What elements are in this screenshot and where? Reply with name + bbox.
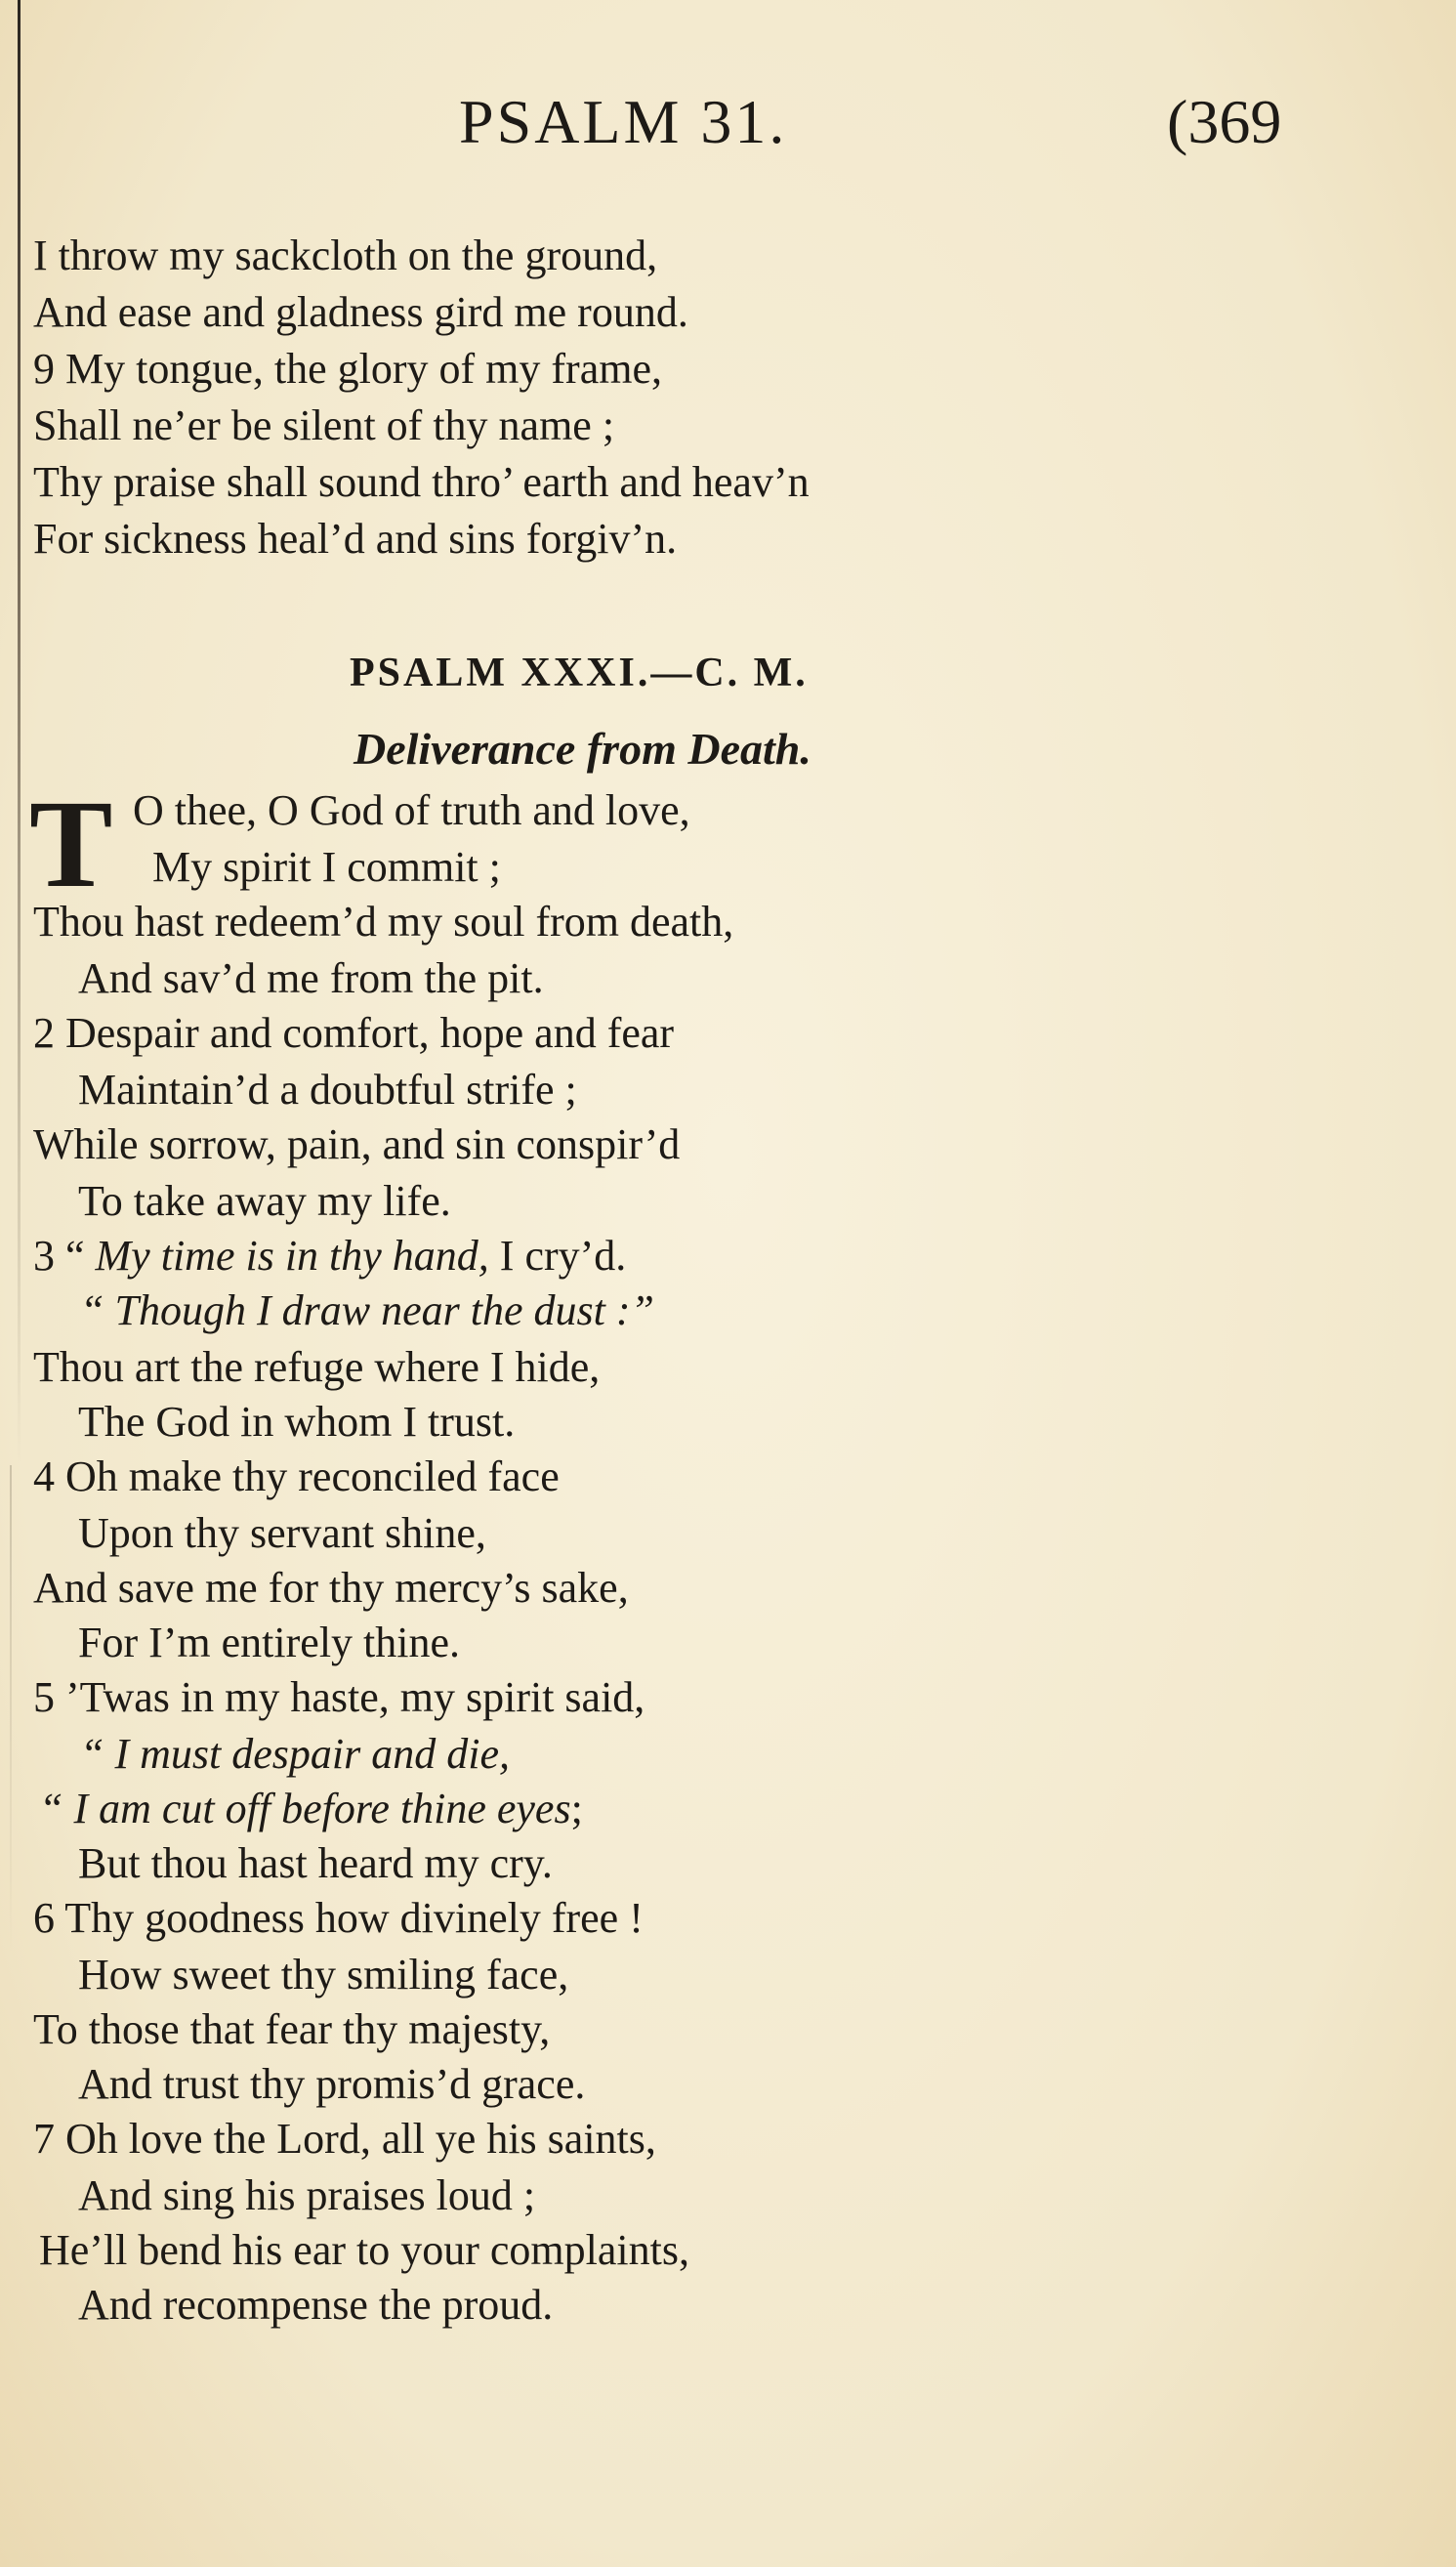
running-title: PSALM 31. <box>459 87 788 156</box>
verse-line: To take away my life. <box>78 1177 451 1225</box>
verse-text: ; <box>570 1785 583 1832</box>
verse-line: 7 Oh love the Lord, all ye his saints, <box>33 2115 656 2163</box>
italic-quote: “ I must despair and die, <box>80 1730 510 1778</box>
verse-line: For sickness heal’d and sins forgiv’n. <box>33 515 678 563</box>
verse-line: Thy praise shall sound thro’ earth and heav’n <box>33 458 810 506</box>
verse-line: 2 Despair and comfort, hope and fear <box>33 1009 675 1057</box>
page-number: (369 <box>1167 87 1282 156</box>
verse-line: The God in whom I trust. <box>78 1398 516 1446</box>
open-quote: “ <box>65 1232 85 1280</box>
verse-line: To those that fear thy majesty, <box>33 2005 551 2053</box>
verse-number: 3 <box>33 1232 55 1280</box>
verse-line: And sav’d me from the pit. <box>78 954 544 1002</box>
verse-line: 9 My tongue, the glory of my frame, <box>33 345 662 393</box>
verse-line: Upon thy servant shine, <box>78 1509 486 1557</box>
verse-line: Shall ne’er be silent of thy name ; <box>33 401 615 449</box>
psalm-heading: PSALM XXXI.—C. M. <box>350 651 809 695</box>
verse-line: Thou hast redeem’d my soul from death, <box>33 898 734 946</box>
psalm-subtitle: Deliverance from Death. <box>354 724 811 774</box>
verse-line: And trust thy promis’d grace. <box>78 2060 586 2108</box>
verse-line: For I’m entirely thine. <box>78 1619 461 1666</box>
verse-line: He’ll bend his ear to your complaints, <box>39 2226 689 2274</box>
verse-line: While sorrow, pain, and sin conspir’d <box>33 1120 681 1168</box>
verse-line: 6 Thy goodness how divinely free ! <box>33 1894 644 1942</box>
verse-line: O thee, O God of truth and love, <box>133 786 690 834</box>
verse-line: 5 ’Twas in my haste, my spirit said, <box>33 1673 645 1721</box>
drop-cap: T <box>29 775 113 913</box>
page-header <box>0 86 1456 164</box>
verse-line: And recompense the proud. <box>78 2281 554 2329</box>
italic-quote: “ I am cut off before thine eyes <box>39 1785 571 1832</box>
verse-line: 4 Oh make thy reconciled face <box>33 1452 560 1500</box>
verse-line: And save me for thy mercy’s sake, <box>33 1564 629 1612</box>
verse-line: My spirit I commit ; <box>152 843 501 891</box>
verse-line <box>33 1232 627 1280</box>
verse-line: But thou hast heard my cry. <box>78 1839 553 1887</box>
binding-edge-shadow <box>10 1465 12 1954</box>
italic-quote: My time is in thy hand, <box>95 1232 489 1280</box>
verse-line <box>39 1785 583 1832</box>
verse-line: How sweet thy smiling face, <box>78 1951 569 1999</box>
italic-quote: “ Though I draw near the dust :” <box>80 1286 654 1334</box>
verse-line: Thou art the refuge where I hide, <box>33 1343 601 1391</box>
verse-line: And ease and gladness gird me round. <box>33 288 688 336</box>
verse-line: I throw my sackcloth on the ground, <box>33 231 658 279</box>
verse-line: Maintain’d a doubtful strife ; <box>78 1066 577 1114</box>
verse-line: And sing his praises loud ; <box>78 2171 536 2219</box>
binding-edge <box>18 0 21 1465</box>
verse-text: I cry’d. <box>488 1232 627 1280</box>
